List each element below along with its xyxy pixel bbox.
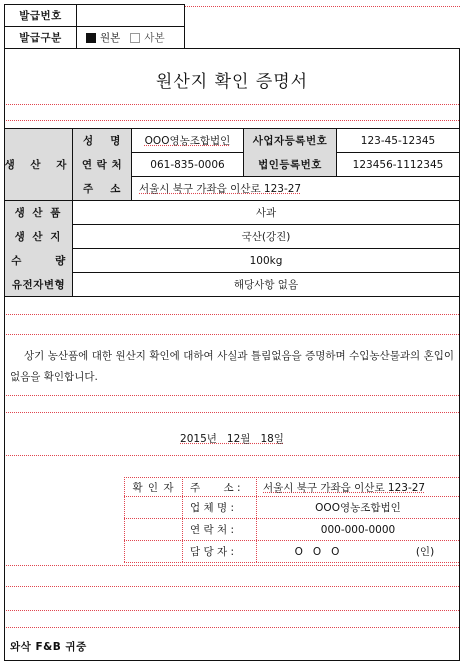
product-quantity-label: 수 량: [11, 255, 66, 267]
original-checkbox-icon: [86, 33, 96, 43]
confirmer-company-value: OOO영농조합법인: [315, 502, 401, 514]
issue-type-label: 발급구분: [19, 32, 62, 44]
product-origin-value: 국산(강진): [241, 231, 291, 243]
producer-name-value: OOO영농조합법인: [144, 135, 231, 147]
product-gmo-value: 해당사항 없음: [233, 279, 299, 291]
product-quantity-value: 100kg: [249, 254, 283, 267]
document-title: 원산지 확인 증명서: [155, 71, 309, 92]
confirmer-label: 확 인 자: [132, 481, 175, 494]
producer-contact-label: 연 락 처: [81, 159, 123, 171]
product-item-label: 생 산 품: [14, 207, 63, 219]
seal-mark: (인): [415, 546, 435, 558]
corpreg-label: 법인등록번호: [258, 159, 322, 171]
corpreg-value: 123456-1112345: [352, 158, 444, 171]
product-item-value: 사과: [255, 207, 277, 219]
copy-label: 사본: [144, 32, 165, 44]
producer-section-label: 생 산 자: [4, 159, 73, 171]
confirmer-phone-value: 000-000-0000: [320, 523, 396, 536]
confirmer-phone-label: 연 락 처 :: [190, 524, 234, 536]
producer-name-label: 성 명: [83, 135, 121, 147]
product-gmo-label: 유전자변형: [11, 279, 66, 291]
issue-date: 2015년 12월 18일: [180, 432, 284, 445]
recipient: 와삭 F&B 귀중: [10, 640, 87, 653]
issue-number-label: 발급번호: [19, 10, 62, 22]
producer-contact-value: 061-835-0006: [150, 158, 225, 171]
confirmer-address-label: 주 소 :: [190, 481, 241, 494]
confirmer-address-value: 서울시 북구 가좌읍 이산로 123-27: [263, 481, 426, 494]
producer-address-value: 서울시 북구 가좌읍 이산로 123-27: [139, 183, 302, 195]
confirmer-manager-label: 담 당 자 :: [190, 546, 234, 558]
bizreg-value: 123-45-12345: [360, 134, 436, 147]
product-origin-label: 생 산 지: [14, 231, 63, 243]
copy-checkbox-icon: [130, 33, 140, 43]
issue-number-value: [77, 5, 184, 26]
confirmer-company-label: 업 체 명 :: [190, 502, 234, 514]
confirmer-manager-value: O O O: [294, 545, 340, 558]
issue-type-options: [86, 27, 184, 48]
producer-address-label: 주 소: [83, 183, 121, 195]
certification-statement: 상기 농산품에 대한 원산지 확인에 대하여 사실과 틀림없음을 증명하며 수입농산물과의 혼입이 없음을 확인합니다.: [10, 350, 454, 383]
original-label: 원본: [100, 32, 121, 44]
bizreg-label: 사업자등록번호: [252, 135, 328, 147]
